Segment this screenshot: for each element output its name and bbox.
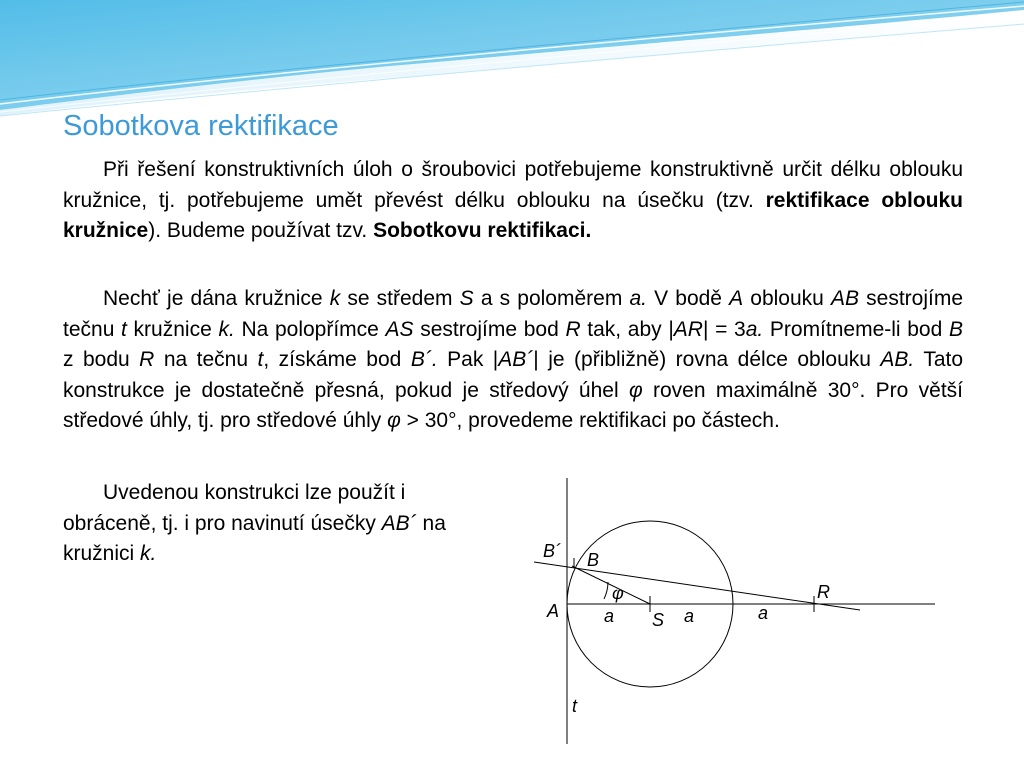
label-a-2: a [684,606,695,626]
p2-text: roven maximálně 30°. Pro větší středové úhly, tj. pro středové úhly [63,378,964,432]
p2-text: na tečnu [154,348,258,371]
p2-italic: A [729,287,744,310]
label-R: R [817,582,830,602]
p1-bold-term-2: Sobotkovu rektifikaci. [373,219,592,242]
p2-italic: t [257,348,264,371]
p2-text: sestrojíme tečnu [63,287,963,341]
p2-italic: B´. [410,348,438,371]
p3-text: Uvedenou konstrukci lze použít i obráceně, tj. i pro navinutí úsečky [63,481,406,535]
p2-text: | je (přibližně) rovna délce oblouku [533,348,881,371]
p2-italic: AB´ [498,348,534,371]
p3-text: na kružnici [63,511,446,565]
p2-italic: k [329,287,341,310]
label-S: S [652,610,665,630]
p2-italic: AS [385,317,414,341]
p2-text: , získáme bod [263,348,411,371]
p2-italic: R [139,348,155,371]
paragraph-construction [63,284,963,437]
p2-italic: AB. [880,348,915,371]
p2-text: Tato konstrukce je dostatečně přesná, pokud je středový úhel [63,348,964,402]
p2-text: se středem [340,287,460,310]
p1-text-2: ). Budeme používat tzv. [148,219,374,242]
paragraph-intro [63,155,963,247]
p2-italic: t [121,317,127,341]
p2-text: Na polopřímce [234,317,386,341]
p2-text: tak, aby | [580,317,674,341]
header-wave-banner [0,0,1024,120]
p2-text: Nechť je dána kružnice [103,287,330,310]
p2-text: oblouku [743,287,831,310]
p2-italic: R [565,317,581,341]
p2-italic: φ [387,409,401,432]
page-title: Sobotkova rektifikace [63,110,339,142]
p2-text: Promítneme-li bod [763,317,949,341]
p3-italic: AB´ [381,511,417,535]
label-t: t [572,696,578,716]
label-a-1: a [604,606,615,626]
p2-italic: AR [673,317,703,341]
label-a-3: a [758,603,769,623]
p2-text: Pak | [437,348,499,371]
p2-italic: B [948,317,963,341]
rectification-diagram [512,466,962,756]
p2-italic: S [459,287,474,310]
p2-italic: k. [218,317,235,341]
p1-bold-term-1: rektifikace oblouku kružnice [63,188,963,242]
p2-italic: a. [745,317,764,341]
p2-text: kružnice [126,317,219,341]
paragraph-inverse [63,478,463,570]
p2-text: z bodu [63,348,140,371]
label-A: A [547,601,560,621]
p2-text: sestrojíme bod [413,317,566,341]
label-B-prime: B´ [543,541,561,561]
p2-text: a s poloměrem [473,287,630,310]
diagram-background [512,466,962,756]
label-phi: φ [612,583,624,603]
p2-italic: φ [628,378,643,402]
p2-text: | = 3 [702,317,746,341]
label-B: B [587,550,600,570]
p2-italic: a. [629,287,647,310]
p3-italic: k. [140,542,157,565]
p2-text: > 30°, provedeme rektifikaci po částech. [400,409,780,432]
p2-italic: AB [830,287,859,310]
p2-text: V bodě [646,287,730,310]
p1-text-1: Při řešení konstruktivních úloh o šroubovici potřebujeme konstruktivně určit délku oblouku kružnice, tj. potřebujeme umět převést délku oblouku na úsečku (tzv. [63,158,963,212]
